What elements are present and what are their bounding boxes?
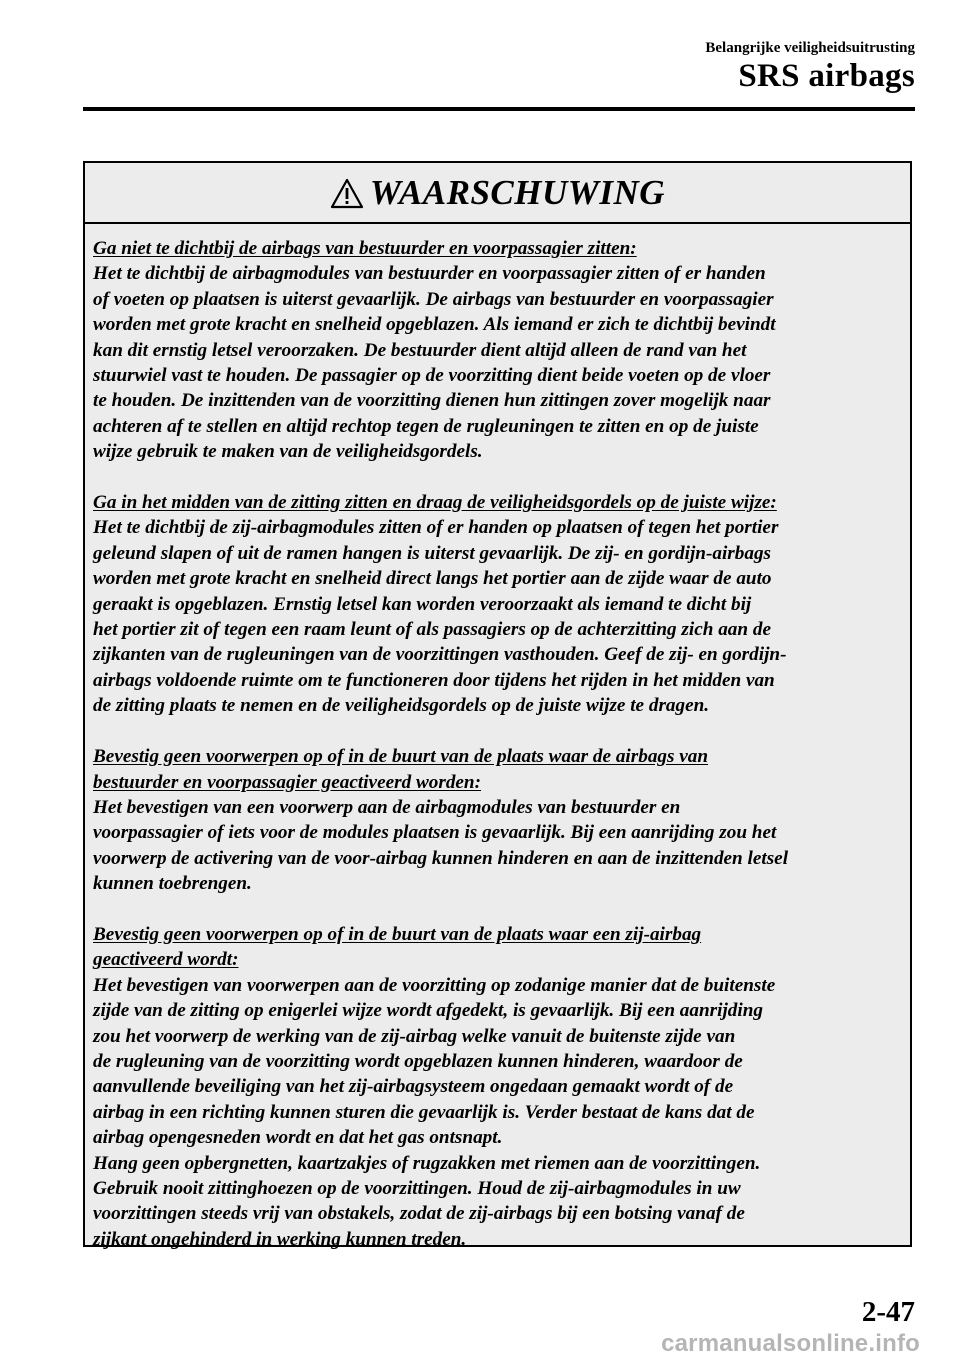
paragraph-line: airbag in een richting kunnen sturen die gevaarlijk is. Verder bestaat de kans dat de bbox=[93, 1101, 755, 1123]
warning-paragraph-front-airbags bbox=[93, 236, 904, 465]
paragraph-heading: Ga in het midden van de zitting zitten en draag de veiligheidsgordels op de juiste wijze: bbox=[93, 492, 777, 514]
warning-paragraph-side-airbags bbox=[93, 490, 904, 719]
paragraph-line: zijkanten van de rugleuningen van de voorzittingen vasthouden. Geef de zij- en gordijn- bbox=[93, 644, 787, 666]
paragraph-line: voorpassagier of iets voor de modules plaatsen is gevaarlijk. Bij een aanrijding zou het bbox=[93, 822, 777, 844]
paragraph-line: achteren af te stellen en altijd rechtop tegen de rugleuningen te zitten en op de juiste bbox=[93, 415, 759, 437]
paragraph-line: worden met grote kracht en snelheid direct langs het portier aan de zijde waar de auto bbox=[93, 568, 772, 590]
warning-body bbox=[85, 224, 910, 1252]
warning-paragraph-front-objects bbox=[93, 744, 904, 896]
paragraph-line: de zitting plaats te nemen en de veiligheidsgordels op de juiste wijze te dragen. bbox=[93, 695, 710, 717]
paragraph-line: voorwerp de activering van de voor-airbag kunnen hinderen en aan de inzittenden letsel bbox=[93, 847, 789, 869]
paragraph-line: zijkant ongehinderd in werking kunnen treden. bbox=[93, 1228, 467, 1250]
paragraph-line: stuurwiel vast te houden. De passagier op de voorzitting dient beide voeten op de vloer bbox=[93, 365, 771, 387]
paragraph-line: kan dit ernstig letsel veroorzaken. De bestuurder dient altijd alleen de rand van het bbox=[93, 339, 747, 361]
warning-header bbox=[85, 163, 910, 224]
paragraph-line: zou het voorwerp de werking van de zij-airbag welke vanuit de buitenste zijde van bbox=[93, 1025, 736, 1047]
paragraph-line: Hang geen opbergnetten, kaartzakjes of rugzakken met riemen aan de voorzittingen. bbox=[93, 1152, 761, 1174]
watermark: carmanualsonline.info bbox=[661, 1330, 920, 1357]
paragraph-line: wijze gebruik te maken van de veiligheidsgordels. bbox=[93, 441, 483, 463]
warning-paragraph-side-objects bbox=[93, 922, 904, 1252]
paragraph-line: Gebruik nooit zittinghoezen op de voorzittingen. Houd de zij-airbagmodules in uw bbox=[93, 1177, 741, 1199]
paragraph-heading: Bevestig geen voorwerpen op of in de buurt van de plaats waar de airbags van bbox=[93, 746, 709, 768]
paragraph-heading: geactiveerd wordt: bbox=[93, 949, 239, 971]
paragraph-line: of voeten op plaatsen is uiterst gevaarlijk. De airbags van bestuurder en voorpassagier bbox=[93, 288, 774, 310]
paragraph-line: voorzittingen steeds vrij van obstakels, zodat de zij-airbags bij een botsing vanaf de bbox=[93, 1203, 745, 1225]
warning-title: WAARSCHUWING bbox=[369, 172, 666, 212]
paragraph-line: airbags voldoende ruimte om te functioneren door tijdens het rijden in het midden van bbox=[93, 669, 775, 691]
header-divider bbox=[83, 107, 915, 111]
paragraph-line: te houden. De inzittenden van de voorzitting dienen hun zittingen zover mogelijk naar bbox=[93, 390, 771, 412]
paragraph-line: kunnen toebrengen. bbox=[93, 873, 252, 895]
paragraph-heading: bestuurder en voorpassagier geactiveerd worden: bbox=[93, 771, 481, 793]
paragraph-line: worden met grote kracht en snelheid opgeblazen. Als iemand er zich te dichtbij bevindt bbox=[93, 314, 776, 336]
paragraph-line: geleund slapen of uit de ramen hangen is uiterst gevaarlijk. De zij- en gordijn-airbags bbox=[93, 542, 772, 564]
paragraph-heading: Bevestig geen voorwerpen op of in de buurt van de plaats waar een zij-airbag bbox=[93, 923, 702, 945]
paragraph-line: Het te dichtbij de zij-airbagmodules zitten of er handen op plaatsen of tegen het portier bbox=[93, 517, 779, 539]
paragraph-line: het portier zit of tegen een raam leunt of als passagiers op de achterzitting zich aan de bbox=[93, 619, 771, 641]
paragraph-line: geraakt is opgeblazen. Ernstig letsel kan worden veroorzaakt als iemand te dicht bij bbox=[93, 593, 752, 615]
paragraph-line: airbag opengesneden wordt en dat het gas ontsnapt. bbox=[93, 1127, 503, 1149]
warning-triangle-icon bbox=[330, 178, 364, 210]
page-number: 2-47 bbox=[861, 1296, 915, 1328]
paragraph-line: de rugleuning van de voorzitting wordt opgeblazen kunnen hinderen, waardoor de bbox=[93, 1050, 743, 1072]
paragraph-line: Het bevestigen van voorwerpen aan de voorzitting op zodanige manier dat de buitenste bbox=[93, 974, 776, 996]
paragraph-line: zijde van de zitting op enigerlei wijze wordt afgedekt, is gevaarlijk. Bij een aanrijding bbox=[93, 1000, 763, 1022]
page-title: SRS airbags bbox=[738, 58, 915, 94]
section-label: Belangrijke veiligheidsuitrusting bbox=[705, 40, 915, 56]
paragraph-line: Het bevestigen van een voorwerp aan de airbagmodules van bestuurder en bbox=[93, 796, 681, 818]
paragraph-line: aanvullende beveiliging van het zij-airbagsysteem ongedaan gemaakt wordt of de bbox=[93, 1076, 734, 1098]
paragraph-heading: Ga niet te dichtbij de airbags van bestuurder en voorpassagier zitten: bbox=[93, 238, 637, 259]
paragraph-line: Het te dichtbij de airbagmodules van bestuurder en voorpassagier zitten of er handen bbox=[93, 263, 766, 285]
warning-box bbox=[83, 161, 912, 1250]
